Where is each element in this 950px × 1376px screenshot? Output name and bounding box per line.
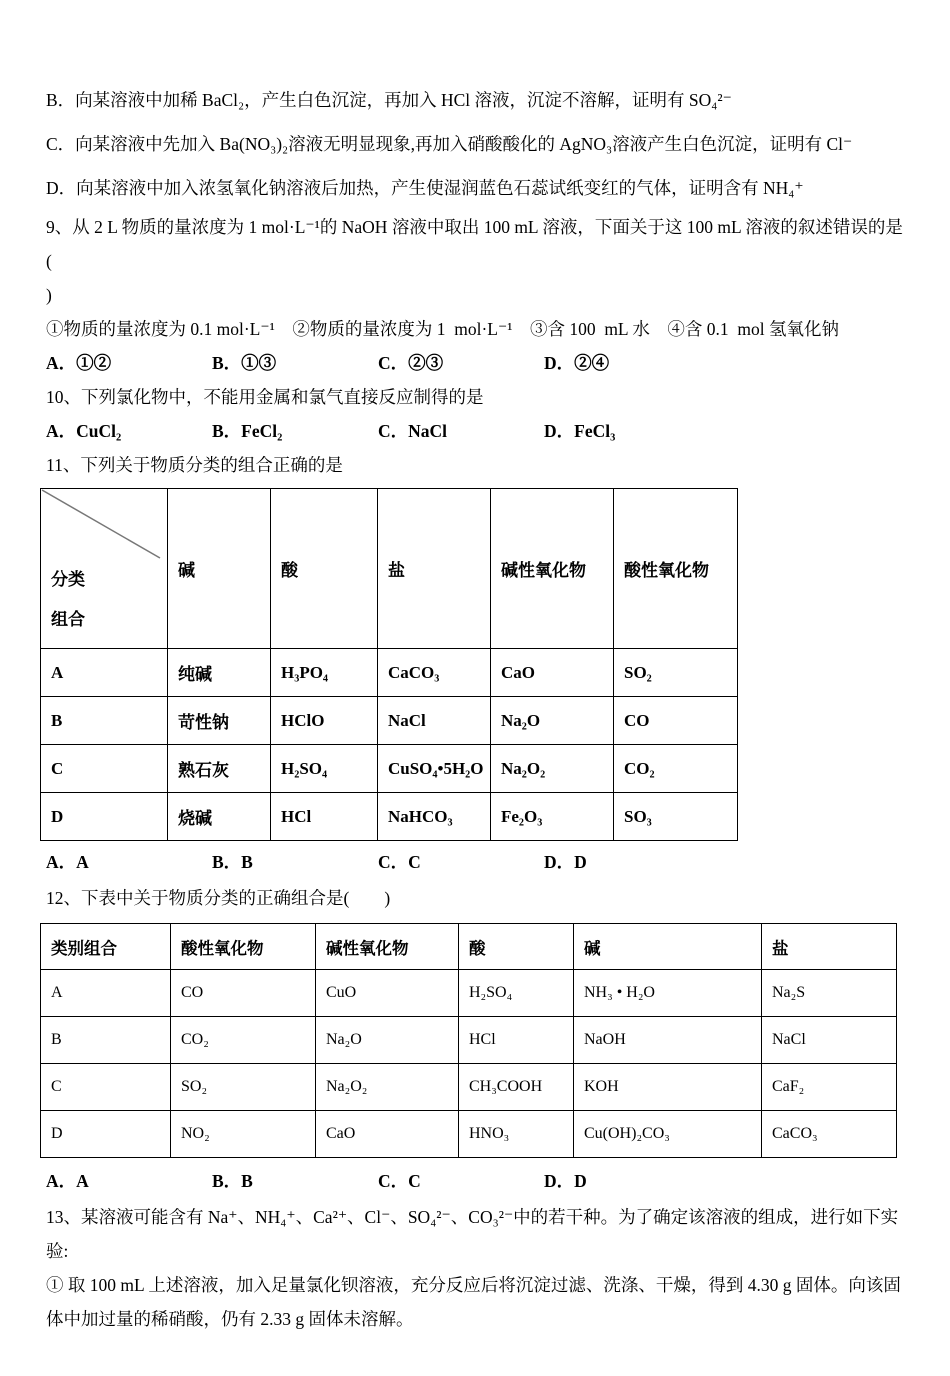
q11-option-c: C．C bbox=[378, 852, 421, 872]
q11-table-row-c bbox=[41, 745, 738, 793]
row-label: A bbox=[41, 970, 171, 1017]
q13-experiment-step-1: ① 取 100 mL 上述溶液，加入足量氯化钡溶液，充分反应后将沉淀过滤、洗涤、干燥，得到 4.30 g 固体。向该固体中加过量的稀硝酸，仍有 2.33 g 固体未溶解。 bbox=[46, 1275, 901, 1329]
q11-header-acid: 酸 bbox=[271, 489, 378, 649]
table-cell: CO bbox=[614, 697, 738, 745]
table-cell: HNO₃ bbox=[459, 1111, 574, 1158]
table-cell: CO₂ bbox=[171, 1017, 316, 1064]
q11-option-a: A．A bbox=[46, 852, 89, 872]
q9-numbered-items: ①物质的量浓度为 0.1 mol·L⁻¹ ②物质的量浓度为 1 mol·L⁻¹ ③含 100 mL 水 ④含 0.1 mol 氢氧化钠 bbox=[46, 319, 839, 339]
table-cell: SO₃ bbox=[614, 793, 738, 841]
option-line-d: D．向某溶液中加入浓氢氧化钠溶液后加热，产生使湿润蓝色石蕊试纸变红的气体，证明含有 NH₄⁺ bbox=[46, 178, 804, 198]
table-cell: H₂SO₄ bbox=[271, 745, 378, 793]
q11-header-salt: 盐 bbox=[378, 489, 491, 649]
table-cell: CaCO₃ bbox=[762, 1111, 897, 1158]
q12-option-d: D．D bbox=[544, 1171, 587, 1191]
table-cell: HClO bbox=[271, 697, 378, 745]
table-cell: CaO bbox=[316, 1111, 459, 1158]
table-cell: Na₂S bbox=[762, 970, 897, 1017]
q10-option-b: B．FeCl₂ bbox=[212, 421, 283, 441]
q12-table-row-d bbox=[41, 1111, 897, 1158]
table-cell: NaCl bbox=[762, 1017, 897, 1064]
corner-label-bottom: 组合 bbox=[51, 610, 85, 629]
table-cell: 纯碱 bbox=[168, 649, 271, 697]
q11-table-row-d bbox=[41, 793, 738, 841]
q12-table-header-row bbox=[41, 924, 897, 970]
q10-option-c: C．NaCl bbox=[378, 421, 448, 441]
q12-classification-table bbox=[40, 923, 897, 1158]
table-cell: H₂SO₄ bbox=[459, 970, 574, 1017]
question-13 bbox=[46, 1200, 905, 1336]
table-cell: Cu(OH)₂CO₃ bbox=[574, 1111, 762, 1158]
q12-option-a: A．A bbox=[46, 1171, 89, 1191]
q12-header-category: 类别组合 bbox=[41, 924, 171, 970]
q11-header-base: 碱 bbox=[168, 489, 271, 649]
table-cell: CuO bbox=[316, 970, 459, 1017]
q12-header-acid: 酸 bbox=[459, 924, 574, 970]
question-11 bbox=[46, 448, 905, 879]
row-label: C bbox=[41, 1064, 171, 1111]
q12-header-base: 碱 bbox=[574, 924, 762, 970]
q12-table-row-a bbox=[41, 970, 897, 1017]
q11-table-row-a bbox=[41, 649, 738, 697]
question-10 bbox=[46, 380, 905, 448]
row-label: B bbox=[41, 697, 168, 745]
q11-classification-table bbox=[40, 488, 738, 841]
table-cell: HCl bbox=[271, 793, 378, 841]
q12-options-row bbox=[46, 1164, 905, 1198]
row-label: D bbox=[41, 793, 168, 841]
table-cell: NO₂ bbox=[171, 1111, 316, 1158]
table-cell: SO₂ bbox=[614, 649, 738, 697]
table-cell: 熟石灰 bbox=[168, 745, 271, 793]
table-cell: CaO bbox=[491, 649, 614, 697]
table-cell: 烧碱 bbox=[168, 793, 271, 841]
table-cell: SO₂ bbox=[171, 1064, 316, 1111]
q13-stem: 13、某溶液可能含有 Na⁺、NH₄⁺、Ca²⁺、Cl⁻、SO₄²⁻、CO₃²⁻中的若干种。为了确定该溶液的组成，进行如下实验: bbox=[46, 1207, 899, 1261]
q12-option-b: B．B bbox=[212, 1171, 253, 1191]
q9-option-d: D．②④ bbox=[544, 353, 610, 373]
table-cell: CuSO₄•5H₂O bbox=[378, 745, 491, 793]
question-12 bbox=[46, 881, 905, 1198]
q10-options-row bbox=[46, 414, 905, 448]
q12-option-c: C．C bbox=[378, 1171, 421, 1191]
q11-table-corner-cell bbox=[41, 489, 168, 649]
table-cell: KOH bbox=[574, 1064, 762, 1111]
q11-options-row bbox=[46, 845, 905, 879]
table-cell: CaF₂ bbox=[762, 1064, 897, 1111]
q12-stem: 12、下表中关于物质分类的正确组合是( ) bbox=[46, 888, 391, 908]
table-cell: CaCO₃ bbox=[378, 649, 491, 697]
option-line-c: C．向某溶液中先加入 Ba(NO₃)₂溶液无明显现象,再加入硝酸酸化的 AgNO₃溶液产生白色沉淀，证明有 Cl⁻ bbox=[46, 134, 853, 154]
table-cell: NaHCO₃ bbox=[378, 793, 491, 841]
table-cell: CO₂ bbox=[614, 745, 738, 793]
table-cell: Na₂O bbox=[491, 697, 614, 745]
q11-table-header-row bbox=[41, 489, 738, 649]
table-cell: Na₂O bbox=[316, 1017, 459, 1064]
table-cell: 苛性钠 bbox=[168, 697, 271, 745]
table-cell: NaOH bbox=[574, 1017, 762, 1064]
q10-stem: 10、下列氯化物中，不能用金属和氯气直接反应制得的是 bbox=[46, 387, 484, 407]
row-label: A bbox=[41, 649, 168, 697]
q9-option-b: B．①③ bbox=[212, 353, 277, 373]
table-cell: Na₂O₂ bbox=[316, 1064, 459, 1111]
question-9 bbox=[46, 210, 905, 380]
q9-option-c: C．②③ bbox=[378, 353, 444, 373]
table-cell: HCl bbox=[459, 1017, 574, 1064]
table-cell: NH₃ • H₂O bbox=[574, 970, 762, 1017]
q11-stem: 11、下列关于物质分类的组合正确的是 bbox=[46, 455, 343, 475]
option-line-b: B．向某溶液中加稀 BaCl₂，产生白色沉淀，再加入 HCl 溶液，沉淀不溶解，证明有 SO₄²⁻ bbox=[46, 90, 732, 110]
q10-option-d: D．FeCl₃ bbox=[544, 421, 616, 441]
question8-remaining-options bbox=[46, 78, 905, 210]
corner-label-top: 分类 bbox=[51, 570, 85, 589]
q12-header-salt: 盐 bbox=[762, 924, 897, 970]
q11-option-b: B．B bbox=[212, 852, 253, 872]
row-label: C bbox=[41, 745, 168, 793]
q11-table-row-b bbox=[41, 697, 738, 745]
q12-table-row-c bbox=[41, 1064, 897, 1111]
q9-stem-close-paren: ) bbox=[46, 285, 52, 305]
q9-option-a: A．①② bbox=[46, 353, 112, 373]
q11-header-acidic-oxide: 酸性氧化物 bbox=[614, 489, 738, 649]
q12-table-row-b bbox=[41, 1017, 897, 1064]
row-label: D bbox=[41, 1111, 171, 1158]
q12-header-acidic-oxide: 酸性氧化物 bbox=[171, 924, 316, 970]
table-cell: NaCl bbox=[378, 697, 491, 745]
row-label: B bbox=[41, 1017, 171, 1064]
table-cell: Fe₂O₃ bbox=[491, 793, 614, 841]
table-cell: CH₃COOH bbox=[459, 1064, 574, 1111]
q11-option-d: D．D bbox=[544, 852, 587, 872]
table-cell: H₃PO₄ bbox=[271, 649, 378, 697]
q10-option-a: A．CuCl₂ bbox=[46, 421, 122, 441]
q11-header-basic-oxide: 碱性氧化物 bbox=[491, 489, 614, 649]
q12-header-basic-oxide: 碱性氧化物 bbox=[316, 924, 459, 970]
table-cell: CO bbox=[171, 970, 316, 1017]
q9-stem: 9、从 2 L 物质的量浓度为 1 mol·L⁻¹的 NaOH 溶液中取出 100 mL 溶液，下面关于这 100 mL 溶液的叙述错误的是( bbox=[46, 217, 903, 271]
table-cell: Na₂O₂ bbox=[491, 745, 614, 793]
q9-options-row bbox=[46, 346, 905, 380]
q11-corner-labels bbox=[51, 560, 85, 640]
